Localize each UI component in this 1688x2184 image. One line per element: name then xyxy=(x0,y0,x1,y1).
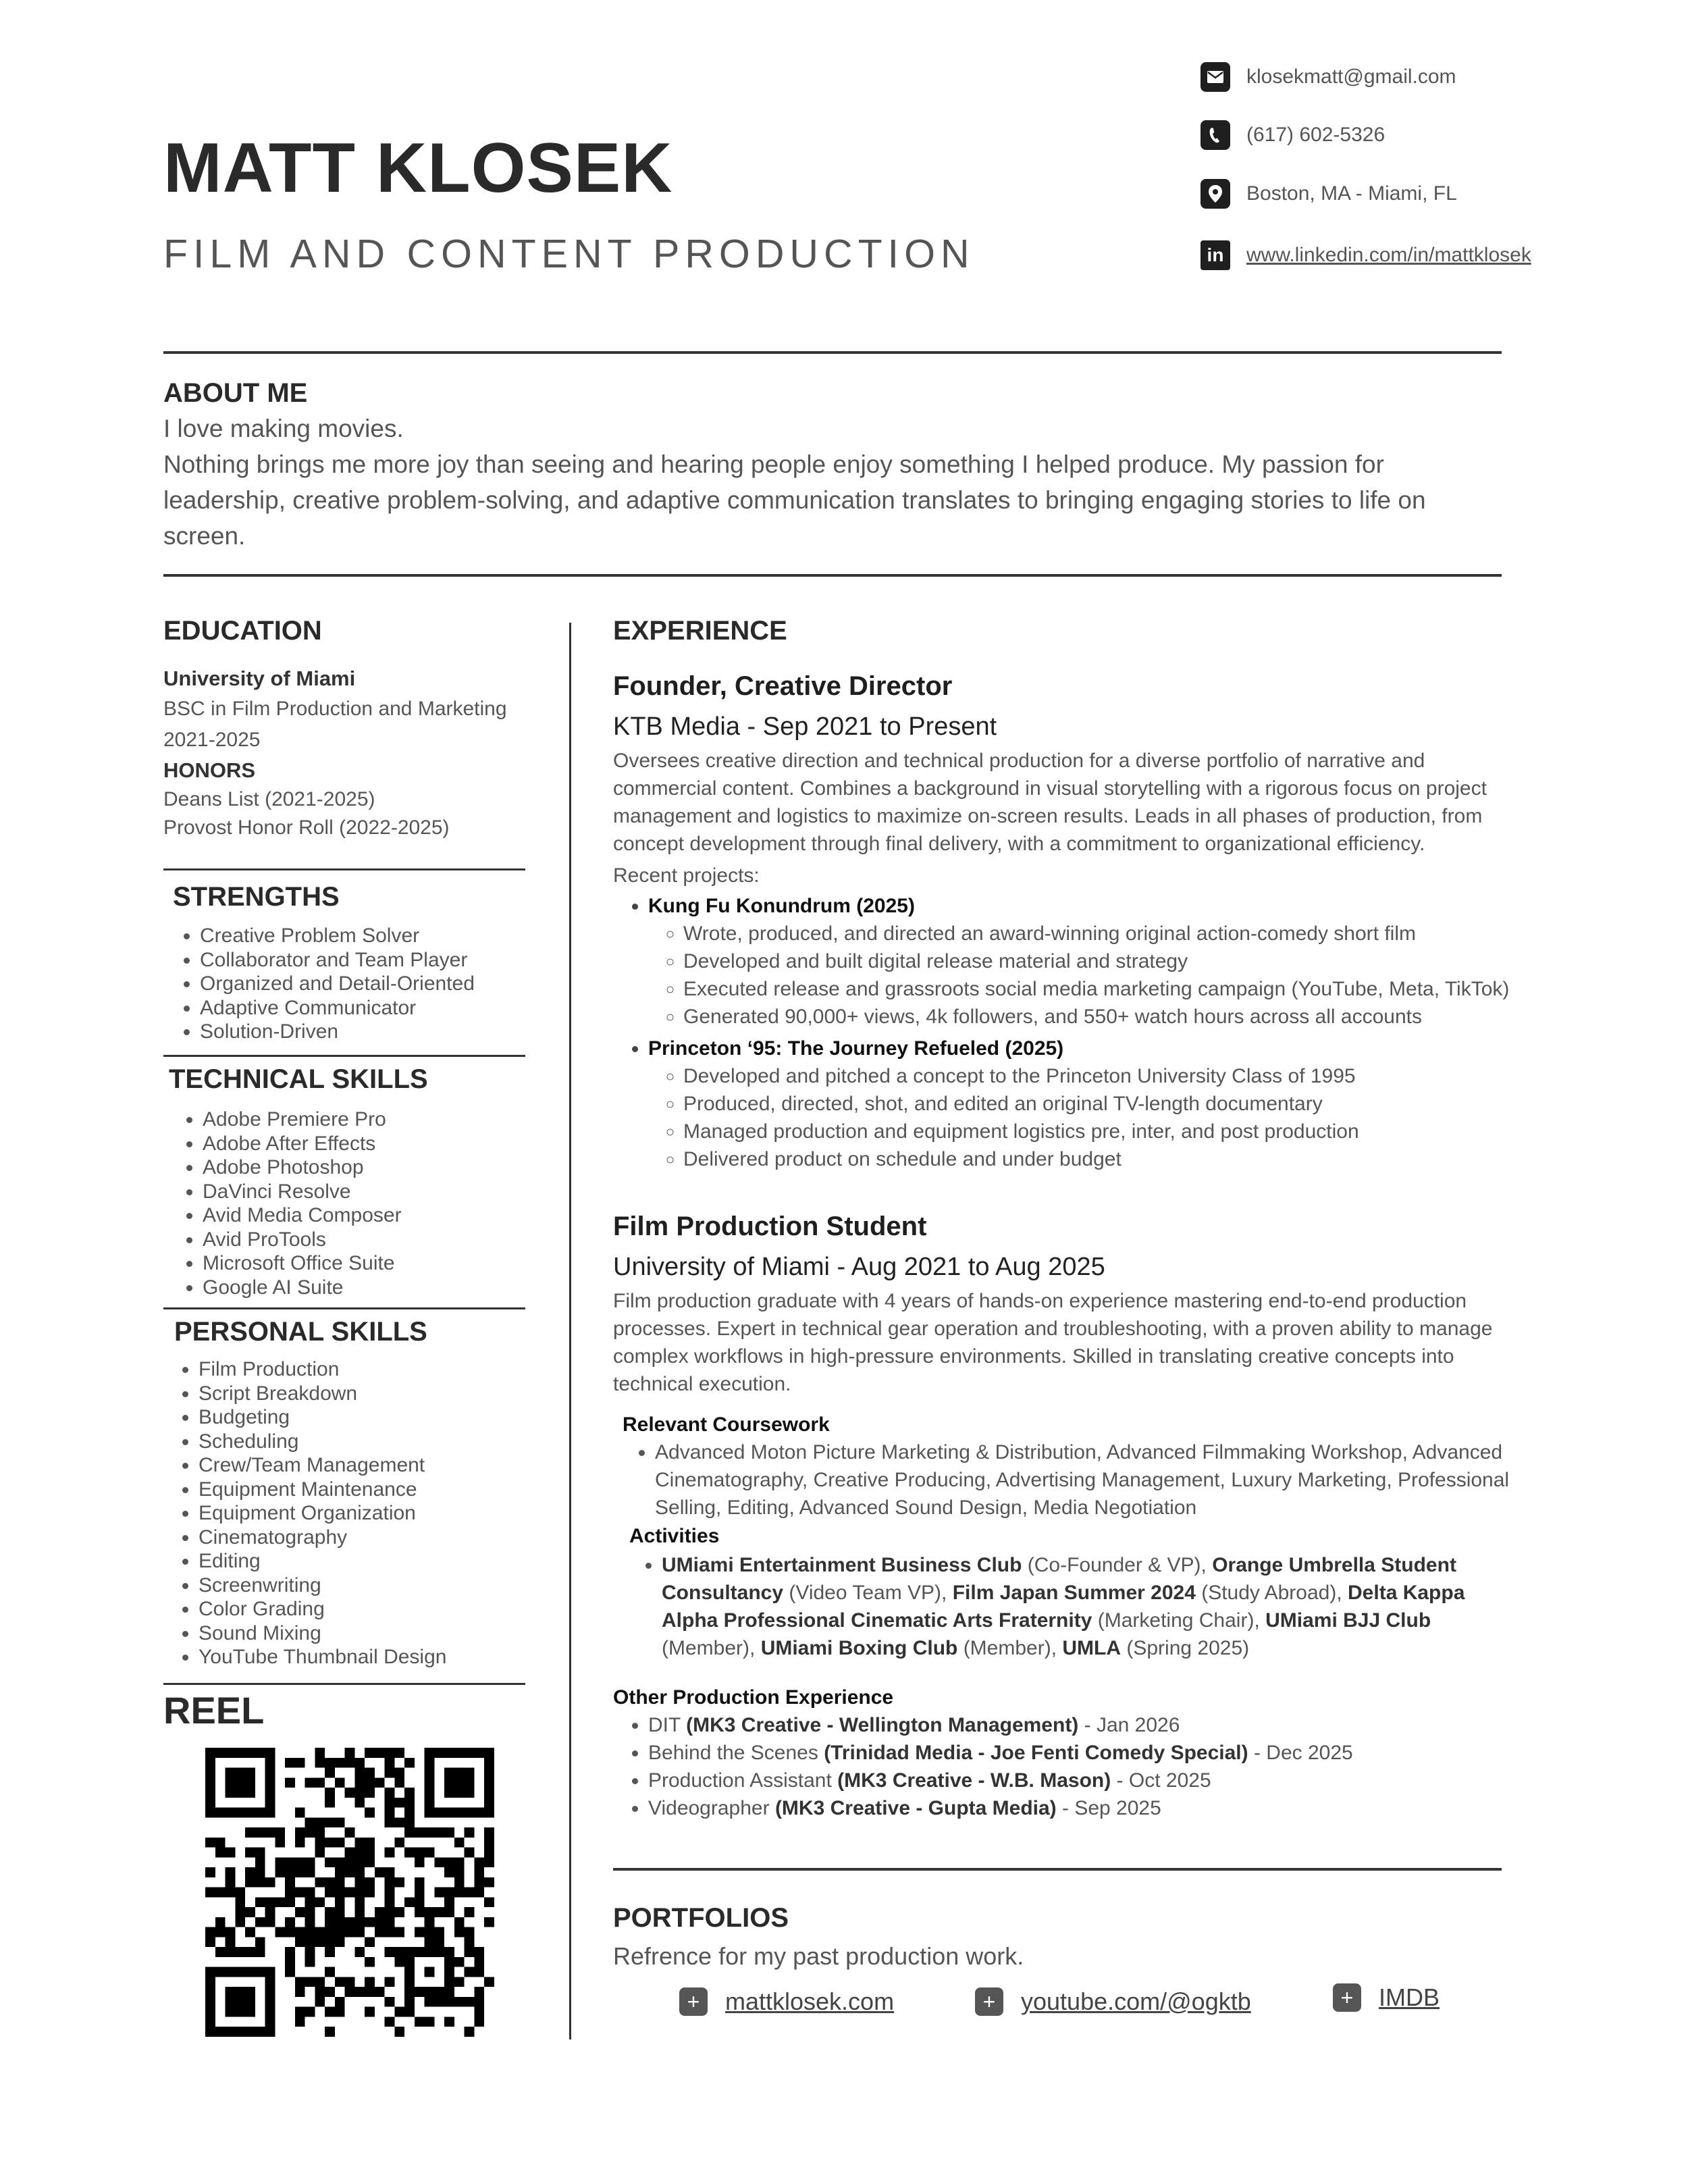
portfolio-link-text[interactable]: mattklosek.com xyxy=(725,1987,895,2015)
personal-heading: PERSONAL SKILLS xyxy=(174,1317,427,1347)
left-divider xyxy=(163,1307,525,1309)
about-body: Nothing brings me more joy than seeing and hearing people enjoy something I helped produce. My passion for leadership, creative problem-solving, and adaptive communication translates to bringing engaging stories to life on screen. xyxy=(163,450,1426,550)
project-item xyxy=(648,1035,1525,1173)
role: DIT xyxy=(648,1714,687,1736)
coursework-label: Relevant Coursework xyxy=(623,1413,830,1436)
role: Behind the Scenes xyxy=(648,1742,824,1764)
list-item: • Film Production xyxy=(199,1357,446,1382)
plus-icon: + xyxy=(679,1987,708,2016)
reel-heading: REEL xyxy=(163,1689,265,1732)
job-description: Film production graduate with 4 years of hands-on experience mastering end-to-end production processes. Expert in technical gear operation and troubleshooting, with a proven ability to manage complex workflows in high-pressure environments. Skilled in translating creative concepts into technical execution. xyxy=(613,1290,1493,1395)
reel-qr-code[interactable] xyxy=(205,1748,494,2037)
degree: BSC in Film Production and Marketing xyxy=(163,698,507,720)
honor-item: Deans List (2021-2025) xyxy=(163,788,375,810)
left-divider xyxy=(163,868,525,870)
education-block xyxy=(163,664,528,842)
list-item: • Google AI Suite xyxy=(203,1276,402,1300)
org: (MK3 Creative - Gupta Media) xyxy=(774,1797,1057,1819)
plus-icon: + xyxy=(1333,1983,1361,2012)
list-item: ◦ Managed production and equipment logistics pre, inter, and post production xyxy=(683,1118,1525,1145)
list-item: ◦ Produced, directed, shot, and edited an original TV-length documentary xyxy=(683,1090,1525,1118)
job-subtitle: University of Miami - Aug 2021 to Aug 2025 xyxy=(613,1253,1105,1281)
list-item xyxy=(648,1767,1525,1794)
list-item: • Sound Mixing xyxy=(199,1621,446,1646)
technical-heading: TECHNICAL SKILLS xyxy=(169,1064,428,1094)
list-item: • Collaborator and Team Player xyxy=(200,948,475,972)
honor-item: Provost Honor Roll (2022-2025) xyxy=(163,816,450,839)
portfolio-link-text[interactable]: youtube.com/@ogktb xyxy=(1021,1987,1251,2015)
list-item: • Screenwriting xyxy=(199,1574,446,1598)
education-years: 2021-2025 xyxy=(163,729,261,751)
activity-role: (Co-Founder & VP), xyxy=(1022,1554,1213,1576)
activities-list xyxy=(613,1551,1525,1662)
location-pin-icon xyxy=(1201,179,1230,209)
phone-text: (617) 602-5326 xyxy=(1246,124,1386,146)
candidate-title: FILM AND CONTENT PRODUCTION xyxy=(163,232,975,276)
org: (MK3 Creative - W.B. Mason) xyxy=(837,1769,1111,1792)
phone-icon xyxy=(1201,120,1230,150)
portfolio-link-imdb[interactable] xyxy=(1333,1983,1440,2012)
list-item: ◦ Executed release and grassroots social media marketing campaign (YouTube, Meta, TikTok) xyxy=(683,975,1525,1003)
list-item: • Script Breakdown xyxy=(199,1382,446,1406)
about-heading: ABOUT ME xyxy=(163,378,308,408)
other-experience-label: Other Production Experience xyxy=(613,1686,894,1709)
portfolios-description: Refrence for my past production work. xyxy=(613,1942,1024,1970)
activity-name: UMiami Boxing Club xyxy=(760,1637,958,1659)
email-text: klosekmatt@gmail.com xyxy=(1246,66,1456,88)
list-item: • DaVinci Resolve xyxy=(203,1180,402,1204)
list-item: • YouTube Thumbnail Design xyxy=(199,1645,446,1669)
list-item: • Adaptive Communicator xyxy=(200,996,475,1020)
activity-role: (Member), xyxy=(662,1637,761,1659)
other-experience-list xyxy=(613,1711,1525,1822)
linkedin-icon: in xyxy=(1201,240,1230,270)
job-founder xyxy=(613,669,1525,1173)
column-divider xyxy=(569,623,571,2039)
location-text: Boston, MA - Miami, FL xyxy=(1246,182,1457,205)
strengths-heading: STRENGTHS xyxy=(173,882,340,912)
project-title: Kung Fu Konundrum (2025) xyxy=(648,895,915,917)
activity-name: Orange Umbrella Student Consultancy xyxy=(662,1554,1456,1604)
list-item: • Solution-Driven xyxy=(200,1020,475,1044)
honors-heading: HONORS xyxy=(163,758,256,782)
contact-linkedin[interactable] xyxy=(1201,236,1531,274)
list-item: • Color Grading xyxy=(199,1597,446,1621)
contact-email[interactable] xyxy=(1201,58,1456,96)
job-title: Film Production Student xyxy=(613,1212,927,1241)
role: Production Assistant xyxy=(648,1769,838,1792)
activity-name: Delta Kappa Alpha Professional Cinematic Arts Fraternity xyxy=(662,1582,1465,1632)
list-item xyxy=(648,1794,1525,1822)
list-item: • Adobe Photoshop xyxy=(203,1155,402,1180)
activity-role: (Video Team VP), xyxy=(783,1582,953,1604)
list-item: • Equipment Organization xyxy=(199,1501,446,1526)
portfolio-link-youtube[interactable] xyxy=(975,1987,1251,2016)
date: - Sep 2025 xyxy=(1056,1797,1161,1819)
envelope-icon xyxy=(1201,62,1230,92)
list-item: • Avid ProTools xyxy=(203,1228,402,1252)
portfolio-link-website[interactable] xyxy=(679,1987,894,2016)
activity-name: UMLA xyxy=(1062,1637,1122,1659)
date: - Dec 2025 xyxy=(1248,1742,1353,1764)
list-item: • Avid Media Composer xyxy=(203,1203,402,1228)
activities-text xyxy=(662,1551,1525,1662)
org: (MK3 Creative - Wellington Management) xyxy=(686,1714,1079,1736)
list-item: • Scheduling xyxy=(199,1430,446,1454)
list-item: • Microsoft Office Suite xyxy=(203,1251,402,1276)
list-item: • Crew/Team Management xyxy=(199,1453,446,1478)
plus-icon: + xyxy=(975,1987,1003,2016)
contact-phone[interactable] xyxy=(1201,116,1385,154)
activity-role: (Spring 2025) xyxy=(1121,1637,1250,1659)
strengths-list xyxy=(162,924,475,1044)
list-item: ◦ Developed and pitched a concept to the Princeton University Class of 1995 xyxy=(683,1062,1525,1090)
list-item: • Adobe Premiere Pro xyxy=(203,1108,402,1132)
list-item: ◦ Developed and built digital release material and strategy xyxy=(683,947,1525,975)
about-line1: I love making movies. xyxy=(163,415,404,442)
list-item: • Equipment Maintenance xyxy=(199,1478,446,1502)
activity-name: Film Japan Summer 2024 xyxy=(952,1582,1196,1604)
left-divider xyxy=(163,1683,525,1685)
portfolio-divider xyxy=(613,1868,1502,1871)
project-item xyxy=(648,892,1525,1031)
list-item: • Adobe After Effects xyxy=(203,1132,402,1156)
job-subtitle: KTB Media - Sep 2021 to Present xyxy=(613,712,997,741)
personal-list xyxy=(161,1357,446,1669)
recent-projects-label: Recent projects: xyxy=(613,864,760,887)
list-item: ◦ Delivered product on schedule and under budget xyxy=(683,1145,1525,1173)
list-item: ◦ Wrote, produced, and directed an award-winning original action-comedy short film xyxy=(683,920,1525,947)
list-item: • Budgeting xyxy=(199,1405,446,1430)
projects-list xyxy=(613,892,1525,1173)
header-divider xyxy=(163,351,1502,354)
list-item: • Editing xyxy=(199,1549,446,1574)
activity-role: (Study Abroad), xyxy=(1195,1582,1348,1604)
list-item xyxy=(648,1739,1525,1767)
list-item: ◦ Generated 90,000+ views, 4k followers, and 550+ watch hours across all accounts xyxy=(683,1003,1525,1031)
activity-role: (Member), xyxy=(957,1637,1063,1659)
activity-role: (Marketing Chair), xyxy=(1092,1609,1266,1632)
coursework-list xyxy=(613,1438,1525,1522)
left-divider xyxy=(163,1055,525,1057)
list-item: • Organized and Detail-Oriented xyxy=(200,972,475,996)
job-student xyxy=(613,1209,1525,1662)
coursework-text: • Advanced Moton Picture Marketing & Distribution, Advanced Filmmaking Workshop, Advanced Cinematography, Creative Producing, Advertising Management, Luxury Marketing, Professional Selling, Editing, Advanced Sound Design, Media Negotiation xyxy=(655,1438,1525,1522)
activity-name: UMiami Entertainment Business Club xyxy=(662,1554,1022,1576)
about-divider xyxy=(163,574,1502,577)
school-name: University of Miami xyxy=(163,667,356,690)
project-title: Princeton ‘95: The Journey Refueled (2025) xyxy=(648,1037,1064,1060)
linkedin-link[interactable]: www.linkedin.com/in/mattklosek xyxy=(1246,244,1531,266)
experience-heading: EXPERIENCE xyxy=(613,616,787,646)
date: - Oct 2025 xyxy=(1111,1769,1211,1792)
job-title: Founder, Creative Director xyxy=(613,671,953,701)
job-description: Oversees creative direction and technical production for a diverse portfolio of narrative and commercial content. Combines a background in visual storytelling with a rigorous focus on project management and logistics to maximize on-screen results. Leads in all phases of production, from concept development through final delivery, with a commitment to organizational efficiency. xyxy=(613,750,1487,855)
technical-list xyxy=(165,1108,402,1299)
date: - Jan 2026 xyxy=(1078,1714,1180,1736)
candidate-name: MATT KLOSEK xyxy=(163,129,673,207)
list-item xyxy=(648,1711,1525,1739)
portfolios-heading: PORTFOLIOS xyxy=(613,1903,789,1933)
about-text xyxy=(163,411,1500,554)
portfolio-link-text[interactable]: IMDB xyxy=(1379,1983,1440,2011)
activity-name: UMiami BJJ Club xyxy=(1265,1609,1431,1632)
activities-label: Activities xyxy=(629,1525,720,1547)
education-heading: EDUCATION xyxy=(163,616,322,646)
org: (Trinidad Media - Joe Fenti Comedy Special) xyxy=(824,1742,1248,1764)
contact-location xyxy=(1201,175,1457,213)
role: Videographer xyxy=(648,1797,775,1819)
other-experience xyxy=(613,1684,1525,1822)
list-item: • Cinematography xyxy=(199,1526,446,1550)
list-item: • Creative Problem Solver xyxy=(200,924,475,948)
